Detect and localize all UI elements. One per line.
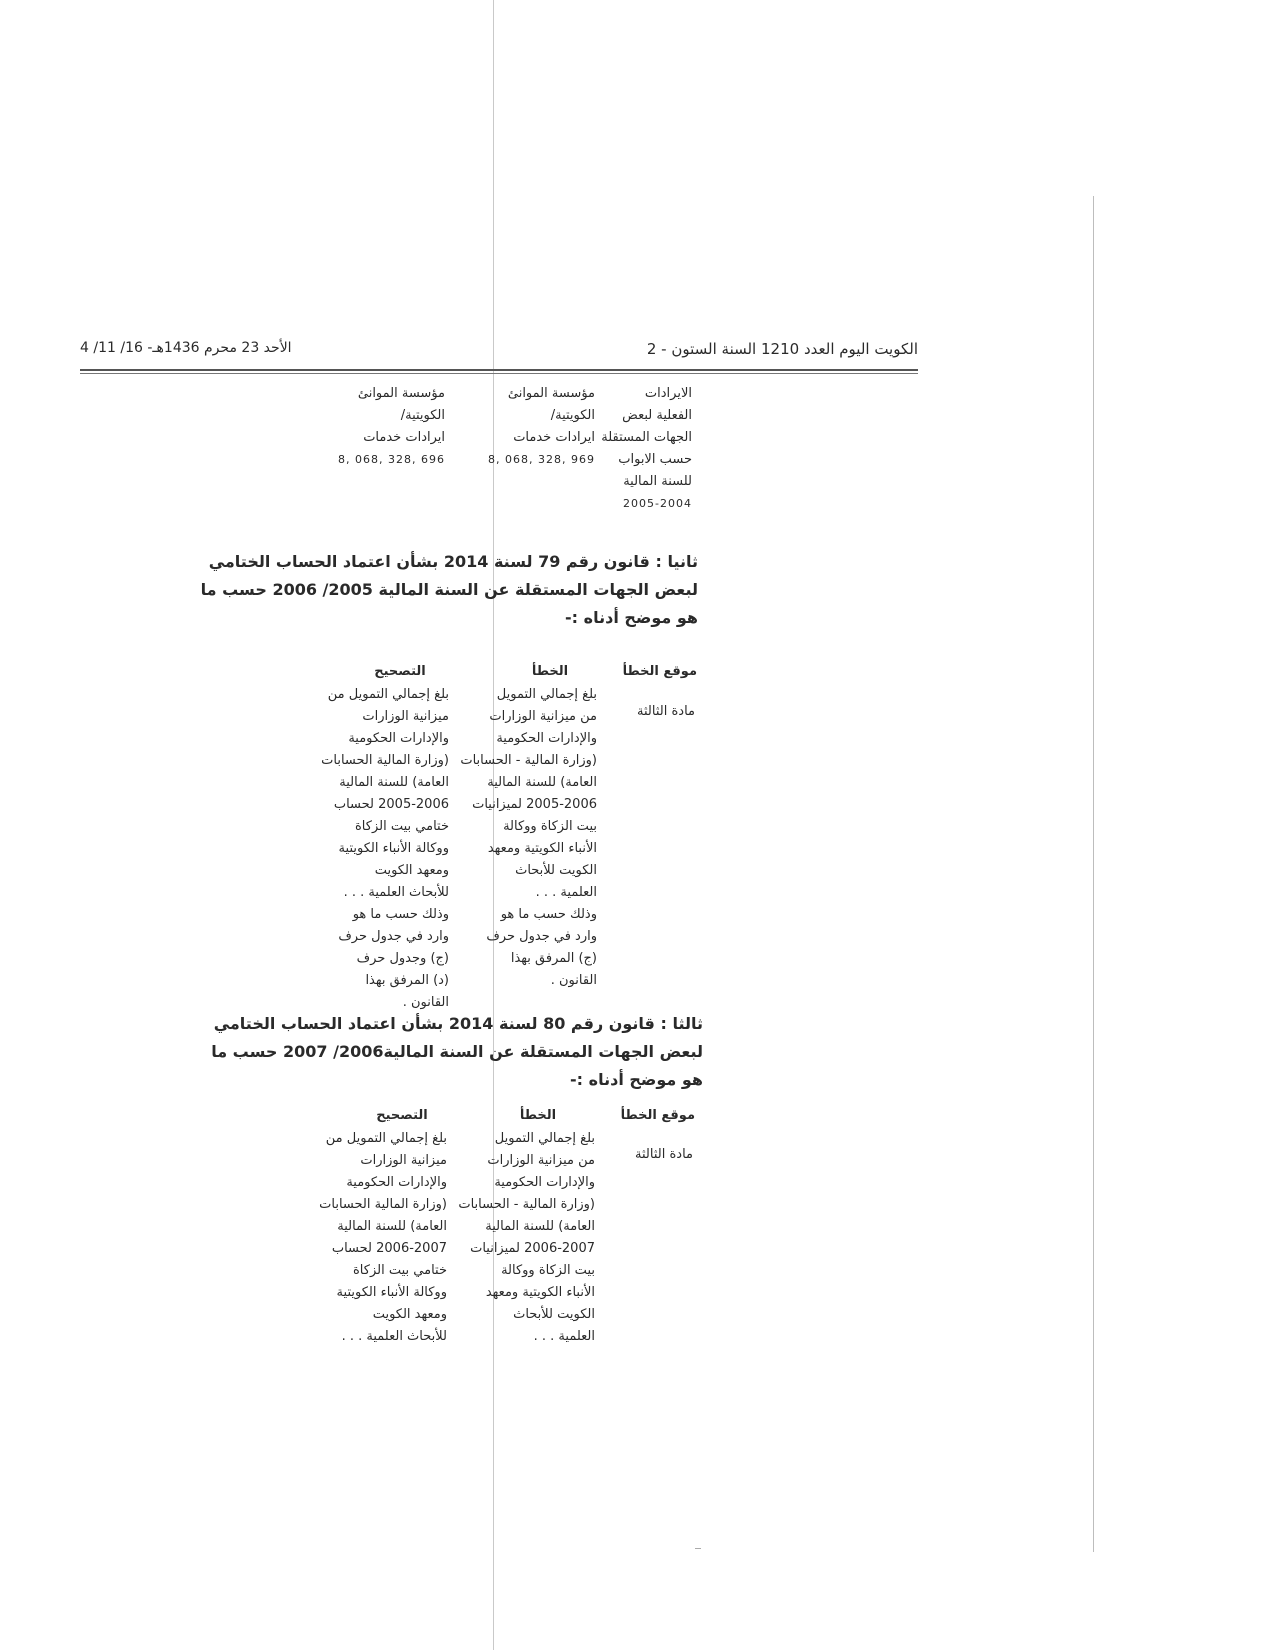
revenue-error-line: الكويتية/ xyxy=(550,408,595,423)
section3-location: مادة الثالثة xyxy=(635,1147,693,1162)
section2-correction-line: وارد في جدول حرف xyxy=(338,929,449,944)
section3-correction-line: ووكالة الأنباء الكويتية xyxy=(336,1285,447,1300)
section2-error-line: 2005-2006 لميزانيات xyxy=(472,797,597,812)
section2-error-line: العلمية . . . xyxy=(535,885,597,900)
section2-error-line: (ج) المرفق بهذا xyxy=(510,951,597,966)
section3-error-line: 2006-2007 لميزانيات xyxy=(470,1241,595,1256)
revenue-label-line: 2005-2004 xyxy=(623,497,692,510)
section2-error-line: القانون . xyxy=(550,973,597,988)
section3-heading-line: هو موضح أدناه :- xyxy=(570,1070,703,1089)
section2-correction-line: 2005-2006 لحساب xyxy=(333,797,449,812)
section2-correction-line: (د) المرفق بهذا xyxy=(365,973,449,988)
section3-col-correction: التصحيح xyxy=(376,1108,428,1123)
section2-heading-line: لبعض الجهات المستقلة عن السنة المالية 2005/ 2006 حسب ما xyxy=(200,580,698,599)
section3-col-error: الخطأ xyxy=(519,1108,557,1123)
section3-error-line: العلمية . . . xyxy=(533,1329,595,1344)
section3-error-line: العامة) للسنة المالية xyxy=(485,1219,595,1234)
section2-correction-line: ووكالة الأنباء الكويتية xyxy=(338,841,449,856)
section2-error-line: الكويت للأبحاث xyxy=(515,863,597,878)
section2-error-line: وارد في جدول حرف xyxy=(486,929,597,944)
section3-correction-column xyxy=(307,1128,447,1348)
revenue-error-value: 8, 068, 328, 969 xyxy=(488,453,595,466)
section2-heading-line: ثانيا : قانون رقم 79 لسنة 2014 بشأن اعتماد الحساب الختامي xyxy=(208,552,698,571)
section3-error-line: (وزارة المالية - الحسابات xyxy=(458,1197,595,1212)
section2-error-line: العامة) للسنة المالية xyxy=(487,775,597,790)
section3-heading-line: ثالثا : قانون رقم 80 لسنة 2014 بشأن اعتماد الحساب الختامي xyxy=(213,1014,703,1033)
section3-correction-line: والإدارات الحكومية xyxy=(346,1175,447,1190)
section2-correction-line: والإدارات الحكومية xyxy=(348,731,449,746)
revenue-label-line: الفعلية لبعض xyxy=(622,408,692,423)
section2-error-line: (وزارة المالية - الحسابات xyxy=(460,753,597,768)
section3-error-line: بيت الزكاة ووكالة xyxy=(501,1263,595,1278)
section3-correction-line: ميزانية الوزارات xyxy=(360,1153,447,1168)
section3-col-location: موقع الخطأ xyxy=(620,1108,695,1123)
revenue-correction-line: الكويتية/ xyxy=(400,408,445,423)
section2-correction-line: ومعهد الكويت xyxy=(374,863,449,878)
revenue-label-line: للسنة المالية xyxy=(623,474,692,489)
section2-error-line: من ميزانية الوزارات xyxy=(489,709,597,724)
section3-error-line: والإدارات الحكومية xyxy=(494,1175,595,1190)
section2-heading-line: هو موضح أدناه :- xyxy=(565,608,698,627)
section2-correction-line: القانون . xyxy=(402,995,449,1010)
section2-error-line: بيت الزكاة ووكالة xyxy=(503,819,597,834)
section3-error-line: الأنباء الكويتية ومعهد xyxy=(485,1285,595,1300)
section3-heading xyxy=(211,1010,703,1094)
section3-correction-line: ومعهد الكويت xyxy=(372,1307,447,1322)
section3-error-line: بلغ إجمالي التمويل xyxy=(494,1131,595,1146)
section3-heading-line: لبعض الجهات المستقلة عن السنة المالية2006/ 2007 حسب ما xyxy=(211,1042,703,1061)
section3-error-line: الكويت للأبحاث xyxy=(513,1307,595,1322)
section3-correction-line: 2006-2007 لحساب xyxy=(331,1241,447,1256)
section2-correction-line: العامة) للسنة المالية xyxy=(339,775,449,790)
section3-correction-line: ختامي بيت الزكاة xyxy=(353,1263,447,1278)
section2-error-line: وذلك حسب ما هو xyxy=(500,907,597,922)
section2-correction-line: للأبحاث العلمية . . . xyxy=(343,885,449,900)
revenue-correction-line: مؤسسة الموانئ xyxy=(357,386,445,401)
section2-error-line: الأنباء الكويتية ومعهد xyxy=(487,841,597,856)
section2-correction-column xyxy=(309,684,449,1014)
section2-correction-line: (ج) وجدول حرف xyxy=(356,951,449,966)
revenue-error-line: مؤسسة الموانئ xyxy=(507,386,595,401)
revenue-label-line: حسب الابواب xyxy=(618,452,692,467)
revenue-correction-line: ايرادات خدمات xyxy=(363,430,445,445)
header-issue-info: الكويت اليوم العدد 1210 السنة الستون - 2 xyxy=(646,340,918,358)
page-edge-line xyxy=(1093,196,1094,1552)
section2-col-correction: التصحيح xyxy=(374,664,426,679)
section3-error-line: من ميزانية الوزارات xyxy=(487,1153,595,1168)
section2-heading xyxy=(200,548,698,632)
page-header xyxy=(80,340,918,364)
revenue-label xyxy=(582,383,692,515)
section2-correction-line: بلغ إجمالي التمويل من xyxy=(327,687,449,702)
revenue-error xyxy=(455,383,595,471)
section2-error-column xyxy=(457,684,597,992)
section2-col-error: الخطأ xyxy=(531,664,569,679)
section2-col-location: موقع الخطأ xyxy=(622,664,697,679)
section2-error-line: بلغ إجمالي التمويل xyxy=(496,687,597,702)
revenue-correction-value: 8, 068, 328, 696 xyxy=(338,453,445,466)
revenue-correction xyxy=(305,383,445,471)
revenue-label-line: الجهات المستقلة xyxy=(601,430,692,445)
section3-correction-line: العامة) للسنة المالية xyxy=(337,1219,447,1234)
revenue-label-line: الايرادات xyxy=(644,386,692,401)
section3-correction-line: (وزارة المالية الحسابات xyxy=(319,1197,447,1212)
header-rule xyxy=(80,369,918,371)
section2-correction-line: (وزارة المالية الحسابات xyxy=(321,753,449,768)
section2-error-line: والإدارات الحكومية xyxy=(496,731,597,746)
revenue-error-line: ايرادات خدمات xyxy=(513,430,595,445)
section2-correction-line: وذلك حسب ما هو xyxy=(352,907,449,922)
header-rule-thin xyxy=(80,373,918,374)
section2-correction-line: ميزانية الوزارات xyxy=(362,709,449,724)
header-date: الأحد 23 محرم 1436هـ- 16/ 11/ 4 xyxy=(80,340,292,356)
section3-correction-line: بلغ إجمالي التمويل من xyxy=(325,1131,447,1146)
section2-correction-line: ختامي بيت الزكاة xyxy=(355,819,449,834)
section3-correction-line: للأبحاث العلمية . . . xyxy=(341,1329,447,1344)
section2-location: مادة الثالثة xyxy=(637,704,695,719)
section3-error-column xyxy=(455,1128,595,1348)
scan-mark xyxy=(695,1548,701,1549)
